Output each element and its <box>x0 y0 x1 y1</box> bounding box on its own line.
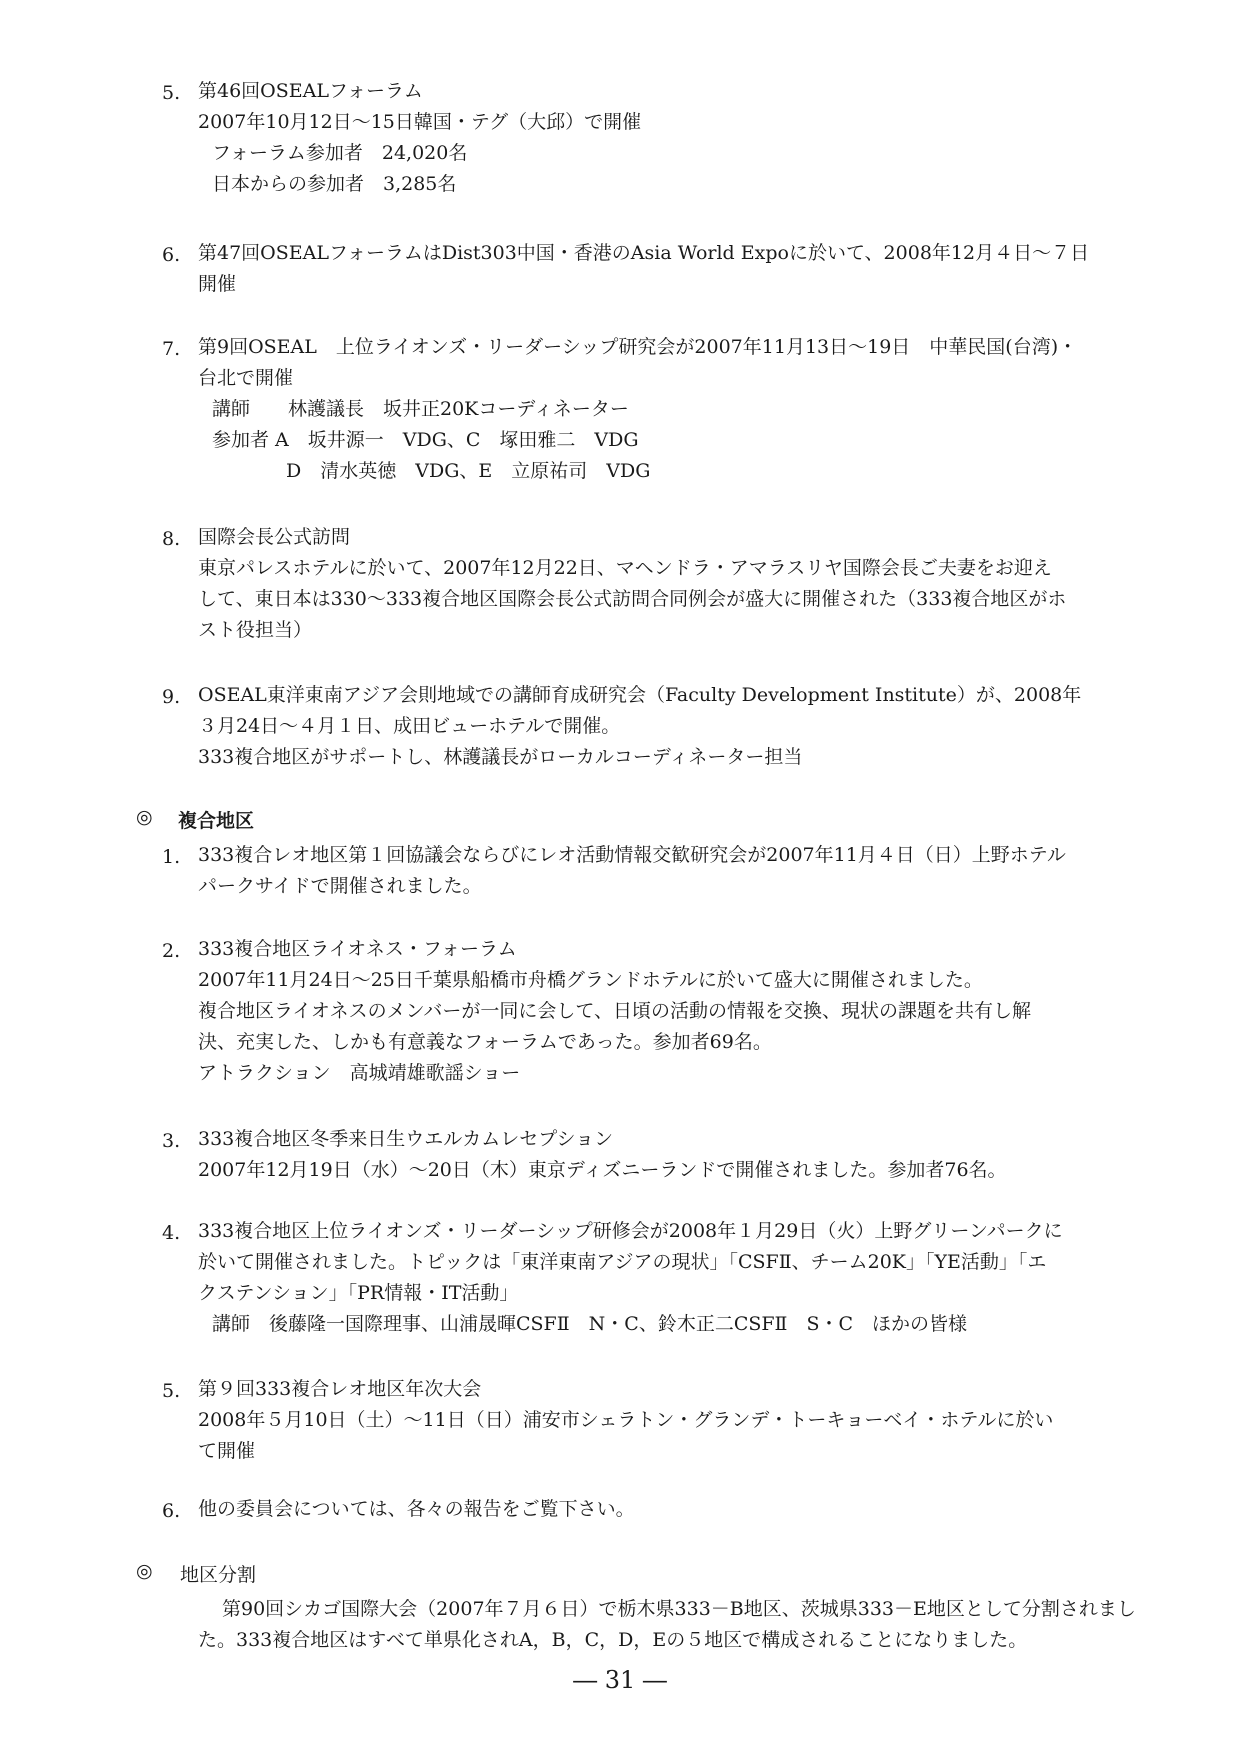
item-text: て開催 <box>198 1440 256 1462</box>
item-text: 講師 後藤隆一国際理事、山浦晟暉CSFⅡ N・C、鈴木正二CSFⅡ S・C ほかの皆様 <box>212 1313 968 1335</box>
item-title: 第９回333複合レオ地区年次大会 <box>198 1378 482 1400</box>
paragraph-text: 第90回シカゴ国際大会（2007年７月６日）で栃木県333－B地区、茨城県333－E地区として分割されまし <box>222 1598 1136 1620</box>
item-text: 開催 <box>198 273 237 295</box>
item-title: 第46回OSEALフォーラム <box>198 80 423 102</box>
item-text: クステンション」「PR情報・IT活動」 <box>198 1282 519 1304</box>
item-text: 東京パレスホテルに於いて、2007年12月22日、マヘンドラ・アマラスリヤ国際会長ご夫妻をお迎え <box>198 557 1052 579</box>
item-text: 2007年11月24日～25日千葉県船橋市舟橋グランドホテルに於いて盛大に開催されました。 <box>198 969 983 991</box>
item-text: スト役担当） <box>198 619 313 641</box>
paragraph-text: た。333複合地区はすべて単県化されA，B，C，D，Eの５地区で構成されることになりました。 <box>198 1629 1028 1651</box>
item-text: パークサイドで開催されました。 <box>198 875 482 897</box>
item-text: 講師 林護議長 坂井正20Kコーディネーター <box>212 398 629 420</box>
item-number: 1. <box>162 846 181 868</box>
section-title: 地区分割 <box>180 1564 257 1586</box>
item-text: 参加者 A 坂井源一 VDG、C 塚田雅二 VDG <box>212 429 639 451</box>
item-number: 6. <box>162 1500 181 1522</box>
item-text: 他の委員会については、各々の報告をご覧下さい。 <box>198 1498 635 1520</box>
item-number: 5. <box>162 82 181 104</box>
item-text: 2008年５月10日（土）～11日（日）浦安市シェラトン・グランデ・トーキョーベイ・ホテルに於い <box>198 1409 1054 1431</box>
double-circle-icon: ◎ <box>136 1560 153 1582</box>
item-number: 8. <box>162 528 181 550</box>
item-text: 第47回OSEALフォーラムはDist303中国・香港のAsia World Expoに於いて、2008年12月４日～７日 <box>198 242 1090 264</box>
item-text: 2007年10月12日～15日韓国・テグ（大邱）で開催 <box>198 111 642 133</box>
item-title: 333複合地区冬季来日生ウエルカムレセプション <box>198 1128 614 1150</box>
item-text: D 清水英徳 VDG、E 立原祐司 VDG <box>286 460 651 482</box>
item-text: 決、充実した、しかも有意義なフォーラムであった。参加者69名。 <box>198 1031 772 1053</box>
item-text: フォーラム参加者 24,020名 <box>212 142 468 164</box>
item-number: 4. <box>162 1222 181 1244</box>
page-number: ― 31 ― <box>573 1666 667 1694</box>
item-number: 7. <box>162 338 181 360</box>
item-number: 9. <box>162 686 181 708</box>
item-number: 2. <box>162 940 181 962</box>
item-title: 国際会長公式訪問 <box>198 526 351 548</box>
item-text: 333複合レオ地区第１回協議会ならびにレオ活動情報交歓研究会が2007年11月４日（日）上野ホテル <box>198 844 1066 866</box>
double-circle-icon: ◎ <box>136 806 153 828</box>
item-number: 6. <box>162 244 181 266</box>
item-text: 日本からの参加者 3,285名 <box>212 173 457 195</box>
item-text: OSEAL東洋東南アジア会則地域での講師育成研究会（Faculty Development Institute）が、2008年 <box>198 684 1082 706</box>
item-text: 複合地区ライオネスのメンバーが一同に会して、日頃の活動の情報を交換、現状の課題を共有し解 <box>198 1000 1031 1022</box>
item-number: 5. <box>162 1380 181 1402</box>
item-text: 台北で開催 <box>198 367 294 389</box>
item-text: アトラクション 高城靖雄歌謡ショー <box>198 1062 521 1084</box>
item-text: 333複合地区がサポートし、林護議長がローカルコーディネーター担当 <box>198 746 803 768</box>
item-text: 第9回OSEAL 上位ライオンズ・リーダーシップ研究会が2007年11月13日～19日 中華民国(台湾)・ <box>198 336 1078 358</box>
item-text: 2007年12月19日（水）～20日（木）東京ディズニーランドで開催されました。参加者76名。 <box>198 1159 1007 1181</box>
item-text: して、東日本は330～333複合地区国際会長公式訪問合同例会が盛大に開催された（333複合地区がホ <box>198 588 1067 610</box>
section-title: 複合地区 <box>178 810 255 832</box>
item-number: 3. <box>162 1130 181 1152</box>
item-text: 於いて開催されました。トピックは「東洋東南アジアの現状」「CSFⅡ、チーム20K」「YE活動」「エ <box>198 1251 1047 1273</box>
item-text: 333複合地区上位ライオンズ・リーダーシップ研修会が2008年１月29日（火）上野グリーンパークに <box>198 1220 1063 1242</box>
item-title: 333複合地区ライオネス・フォーラム <box>198 938 517 960</box>
item-text: ３月24日～４月１日、成田ビューホテルで開催。 <box>198 715 621 737</box>
